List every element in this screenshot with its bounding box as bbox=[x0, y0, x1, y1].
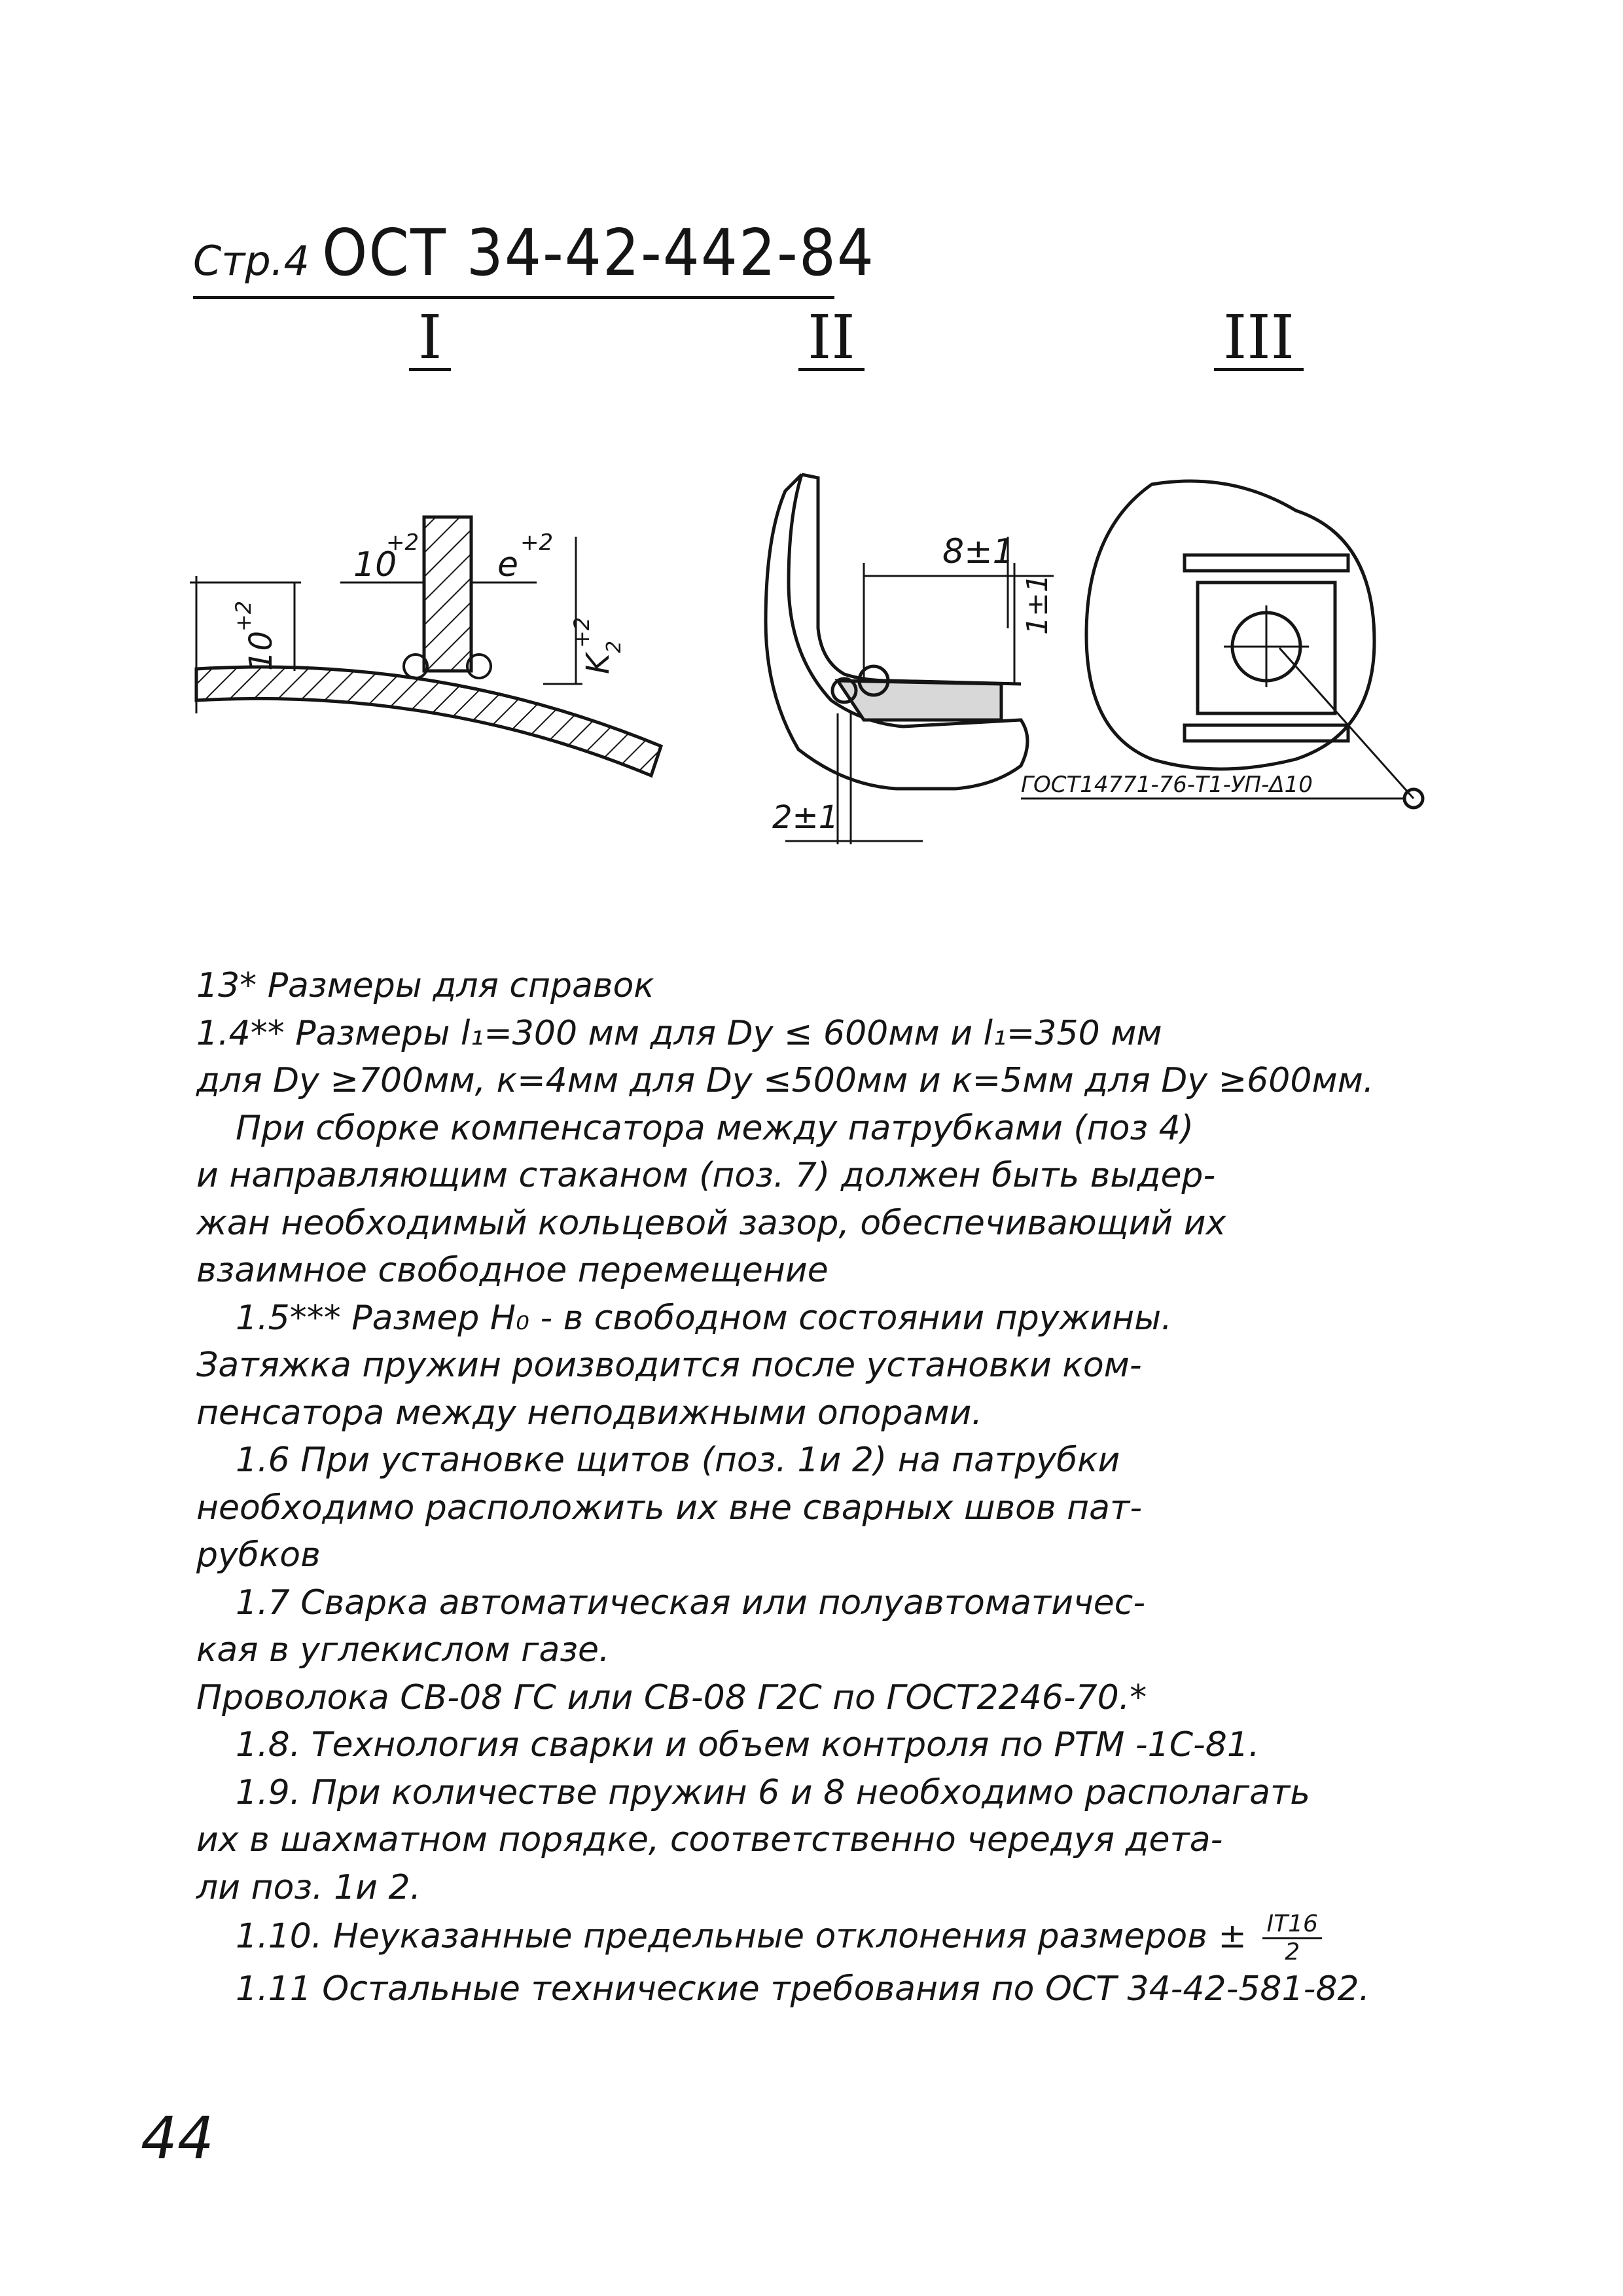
weld-detail-3 bbox=[1021, 471, 1453, 825]
document-header bbox=[193, 216, 876, 299]
view-label-2: II bbox=[798, 308, 865, 371]
dim-1-label: 1±1 bbox=[1021, 574, 1054, 635]
note-1-5-line-1: 1.5*** Размер H₀ - в свободном состоянии пружины. bbox=[236, 1298, 1172, 1338]
weld-designation: ГОСТ14771-76-Т1-УП-Δ10 bbox=[1021, 772, 1313, 798]
note-1-9-line-1: 1.9. При количестве пружин 6 и 8 необходимо располагать bbox=[236, 1772, 1310, 1812]
support-outline bbox=[1021, 481, 1423, 808]
view-label-1: I bbox=[409, 308, 451, 371]
note-1-4-line-5: жан необходимый кольцевой зазор, обеспечивающий их bbox=[196, 1203, 1226, 1243]
note-1-7-line-2: кая в углекислом газе. bbox=[196, 1630, 610, 1670]
page-label: Стр.4 bbox=[193, 237, 310, 285]
dim-2-label: 2±1 bbox=[772, 799, 839, 836]
note-1-4-line-1: 1.4** Размеры l₁=300 мм для Dу ≤ 600мм и l₁=350 мм bbox=[196, 1013, 1162, 1053]
note-1-10-text: 1.10. Неуказанные предельные отклонения размеров ± bbox=[236, 1916, 1247, 1956]
note-1-11: 1.11 Остальные технические требования по ОСТ 34-42-581-82. bbox=[236, 1969, 1370, 2009]
note-1-4-line-3: При сборке компенсатора между патрубками (поз 4) bbox=[236, 1108, 1194, 1148]
dim-10-tol: +2 bbox=[386, 529, 419, 556]
weld-detail-1 bbox=[190, 497, 687, 805]
note-1-4-line-4: и направляющим стаканом (поз. 7) должен быть выдер- bbox=[196, 1156, 1216, 1195]
note-1-6-line-3: рубков bbox=[196, 1535, 321, 1575]
technical-notes bbox=[196, 962, 1472, 2013]
note-1-8: 1.8. Технология сварки и объем контроля по РТМ -1С-81. bbox=[236, 1725, 1260, 1765]
dim-10-vertical: 10 bbox=[243, 630, 279, 671]
tolerance-fraction bbox=[1262, 1911, 1321, 1965]
note-1-10 bbox=[196, 1911, 1472, 1965]
shell-wall bbox=[196, 667, 661, 776]
note-1-3: 13* Размеры для справок bbox=[196, 966, 654, 1005]
note-1-7-line-3: Проволока СВ-08 ГС или СВ-08 Г2С по ГОСТ2246-70.* bbox=[196, 1677, 1147, 1717]
note-1-4-line-6: взаимное свободное перемещение bbox=[196, 1251, 829, 1290]
dim-e-tol: +2 bbox=[520, 529, 554, 556]
note-1-5-line-3: пенсатора между неподвижными опорами. bbox=[196, 1393, 982, 1433]
nozzle-section bbox=[766, 475, 1027, 789]
view-label-3: III bbox=[1214, 308, 1304, 371]
dim-k-label: K bbox=[580, 653, 616, 674]
note-1-9-line-2: их в шахматном порядке, соответственно чередуя дета- bbox=[196, 1820, 1223, 1859]
dim-k-tol: +2 bbox=[569, 617, 594, 648]
note-1-9-line-3: ли поз. 1и 2. bbox=[196, 1867, 421, 1907]
note-1-7-line-1: 1.7 Сварка автоматическая или полуавтоматичес- bbox=[236, 1583, 1146, 1623]
document-number: ОСТ 34-42-442-84 bbox=[322, 216, 876, 291]
dim-e-label: e bbox=[497, 545, 518, 584]
note-1-5-line-2: Затяжка пружин роизводится после установки ком- bbox=[196, 1346, 1142, 1385]
dim-8-label: 8±1 bbox=[942, 532, 1014, 571]
note-1-6-line-1: 1.6 При установке щитов (поз. 1и 2) на патрубки bbox=[236, 1441, 1120, 1480]
note-1-6-line-2: необходимо расположить их вне сварных швов пат- bbox=[196, 1488, 1143, 1528]
fraction-numerator: IT16 bbox=[1262, 1911, 1321, 1939]
note-1-4-line-2: для Dу ≥700мм, к=4мм для Dу ≤500мм и к=5мм для Dу ≥600мм. bbox=[196, 1061, 1374, 1100]
dim-k-sub: 2 bbox=[603, 640, 626, 653]
dim-10-label: 10 bbox=[353, 545, 397, 584]
dim-10-vertical-tol: +2 bbox=[231, 600, 256, 632]
page-number: 44 bbox=[141, 2104, 214, 2172]
fraction-denominator: 2 bbox=[1285, 1939, 1300, 1965]
